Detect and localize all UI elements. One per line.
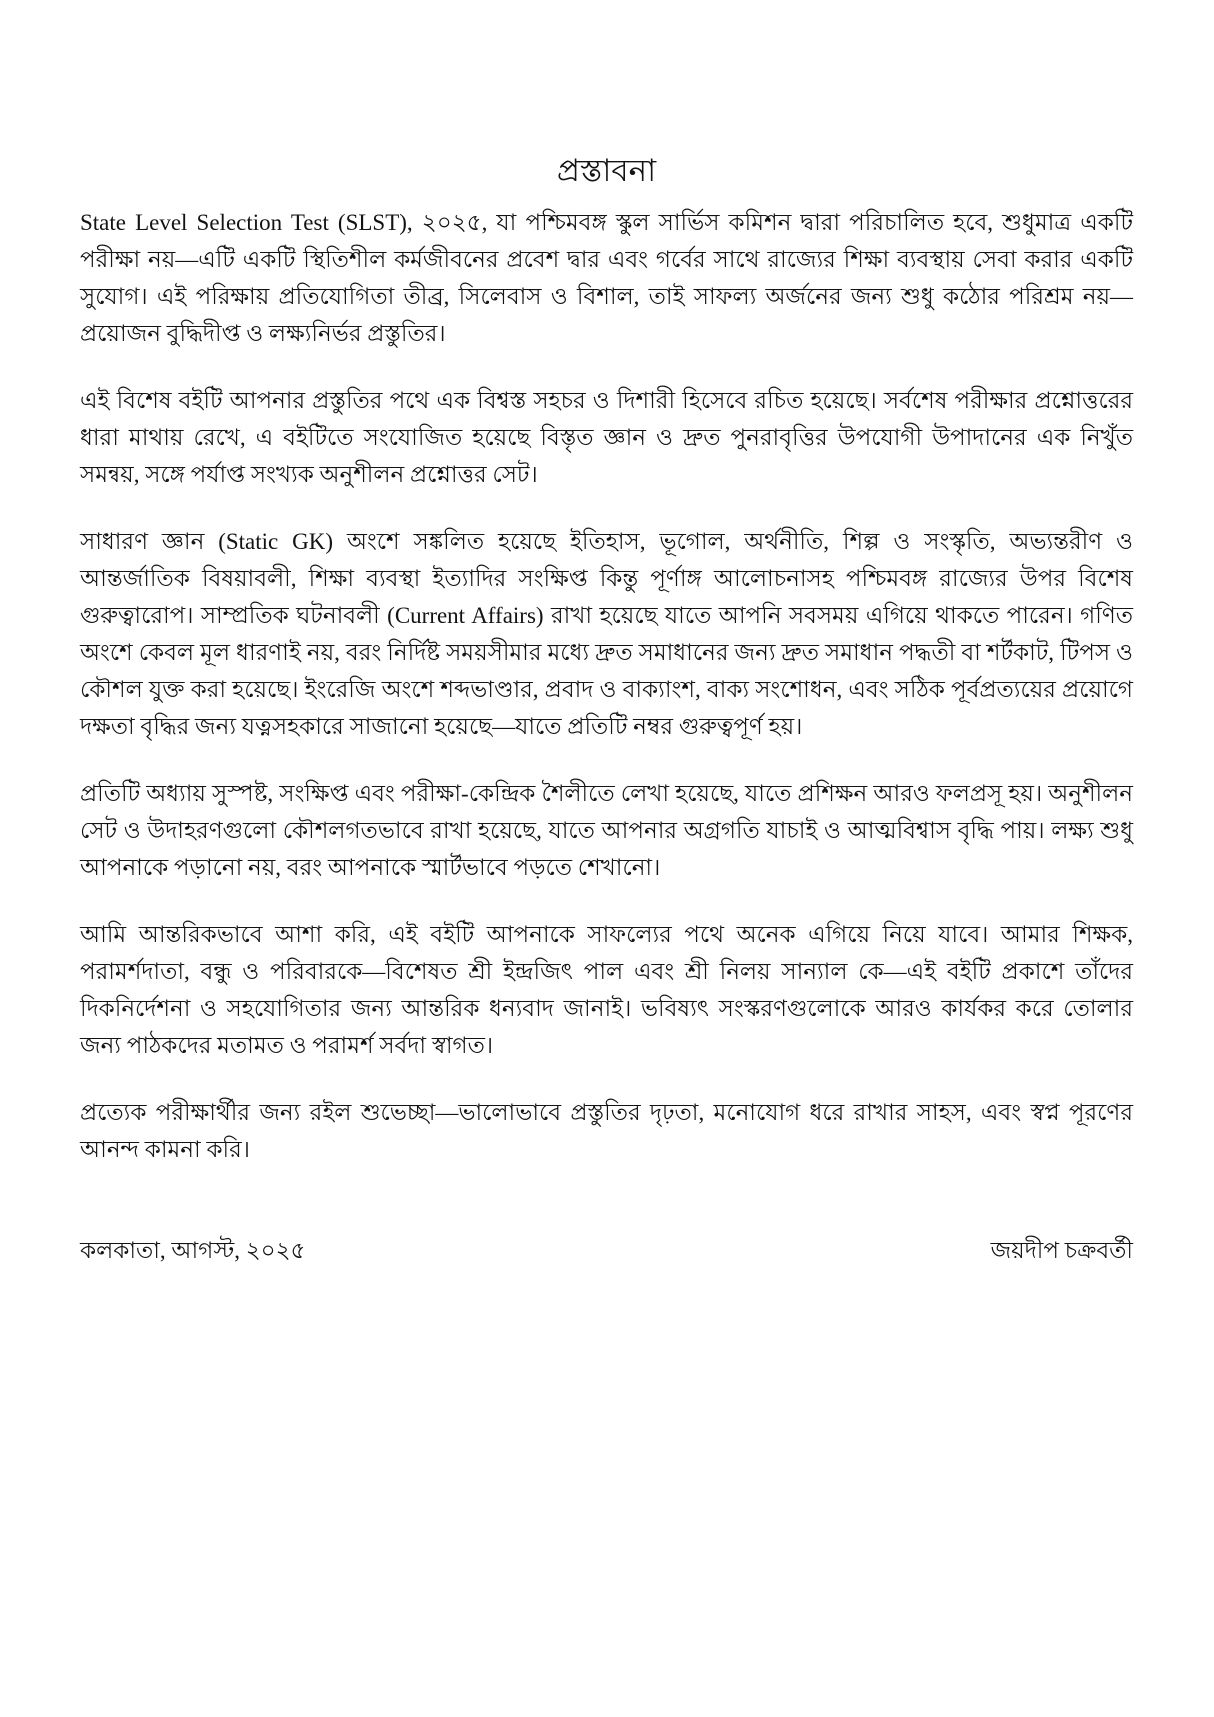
signature-row xyxy=(80,1232,1133,1269)
place-date: কলকাতা, আগস্ট, ২০২৫ xyxy=(80,1238,306,1263)
paragraph-intro: State Level Selection Test (SLST), ২০২৫, যা পশ্চিমবঙ্গ স্কুল সার্ভিস কমিশন দ্বারা পরিচালিত হবে, শুধুমাত্র একটি পরীক্ষা নয়—এটি একটি স্থিতিশীল কর্মজীবনের প্রবেশ দ্বার এবং গর্বের সাথে রাজ্যের শিক্ষা ব্যবস্থায় সেবা করার একটি সুযোগ। এই পরিক্ষায় প্রতিযোগিতা তীব্র, সিলেবাস ও বিশাল, তাই সাফল্য অর্জনের জন্য শুধু কঠোর পরিশ্রম নয়—প্রয়োজন বুদ্ধিদীপ্ত ও লক্ষ্যনির্ভর প্রস্তুতির। xyxy=(80,210,1133,346)
paragraph-good-wishes: প্রত্যেক পরীক্ষার্থীর জন্য রইল শুভেচ্ছা—ভালোভাবে প্রস্তুতির দৃঢ়তা, মনোযোগ ধরে রাখার সাহস, এবং স্বপ্ন পূরণের আনন্দ কামনা করি। xyxy=(80,1100,1133,1162)
paragraph-chapter-style: প্রতিটি অধ্যায় সুস্পষ্ট, সংক্ষিপ্ত এবং পরীক্ষা-কেন্দ্রিক শৈলীতে লেখা হয়েছে, যাতে প্রশিক্ষন আরও ফলপ্রসূ হয়। অনুশীলন সেট ও উদাহরণগুলো কৌশলগতভাবে রাখা হয়েছে, যাতে আপনার অগ্রগতি যাচাই ও আত্মবিশ্বাস বৃদ্ধি পায়। লক্ষ্য শুধু আপনাকে পড়ানো নয়, বরং আপনাকে স্মার্টভাবে পড়তে শেখানো। xyxy=(80,781,1133,880)
paragraph-acknowledgements: আমি আন্তরিকভাবে আশা করি, এই বইটি আপনাকে সাফল্যের পথে অনেক এগিয়ে নিয়ে যাবে। আমার শিক্ষক, পরামর্শদাতা, বন্ধু ও পরিবারকে—বিশেষত শ্রী ইন্দ্রজিৎ পাল এবং শ্রী নিলয় সান্যাল কে—এই বইটি প্রকাশে তাঁদের দিকনির্দেশনা ও সহযোগিতার জন্য আন্তরিক ধন্যবাদ জানাই। ভবিষ্যৎ সংস্করণগুলোকে আরও কার্যকর করে তোলার জন্য পাঠকদের মতামত ও পরামর্শ সর্বদা স্বাগত। xyxy=(80,922,1133,1058)
page-title: প্রস্তাবনা xyxy=(556,153,657,188)
author-name: জয়দীপ চক্রবর্তী xyxy=(990,1238,1133,1263)
paragraph-contents: সাধারণ জ্ঞান (Static GK) অংশে সঙ্কলিত হয়েছে ইতিহাস, ভূগোল, অর্থনীতি, শিল্প ও সংস্কৃতি, অভ্যন্তরীণ ও আন্তর্জাতিক বিষয়াবলী, শিক্ষা ব্যবস্থা ইত্যাদির সংক্ষিপ্ত কিন্তু পূর্ণাঙ্গ আলোচনাসহ পশ্চিমবঙ্গ রাজ্যের উপর বিশেষ গুরুত্বারোপ। সাম্প্রতিক ঘটনাবলী (Current Affairs) রাখা হয়েছে যাতে আপনি সবসময় এগিয়ে থাকতে পারেন। গণিত অংশে কেবল মূল ধারণাই নয়, বরং নির্দিষ্ট সময়সীমার মধ্যে দ্রুত সমাধানের জন্য দ্রুত সমাধান পদ্ধতী বা শর্টকাট, টিপস ও কৌশল যুক্ত করা হয়েছে। ইংরেজি অংশে শব্দভাণ্ডার, প্রবাদ ও বাক্যাংশ, বাক্য সংশোধন, এবং সঠিক পূর্বপ্রত্যয়ের প্রয়োগে দক্ষতা বৃদ্ধির জন্য যত্নসহকারে সাজানো হয়েছে—যাতে প্রতিটি নম্বর গুরুত্বপূর্ণ হয়। xyxy=(80,529,1133,739)
paragraph-book-purpose: এই বিশেষ বইটি আপনার প্রস্তুতির পথে এক বিশ্বস্ত সহচর ও দিশারী হিসেবে রচিত হয়েছে। সর্বশেষ পরীক্ষার প্রশ্নোত্তরের ধারা মাথায় রেখে, এ বইটিতে সংযোজিত হয়েছে বিস্তৃত জ্ঞান ও দ্রুত পুনরাবৃত্তির উপযোগী উপাদানের এক নিখুঁত সমন্বয়, সঙ্গে পর্যাপ্ত সংখ্যক অনুশীলন প্রশ্নোত্তর সেট। xyxy=(80,388,1133,487)
